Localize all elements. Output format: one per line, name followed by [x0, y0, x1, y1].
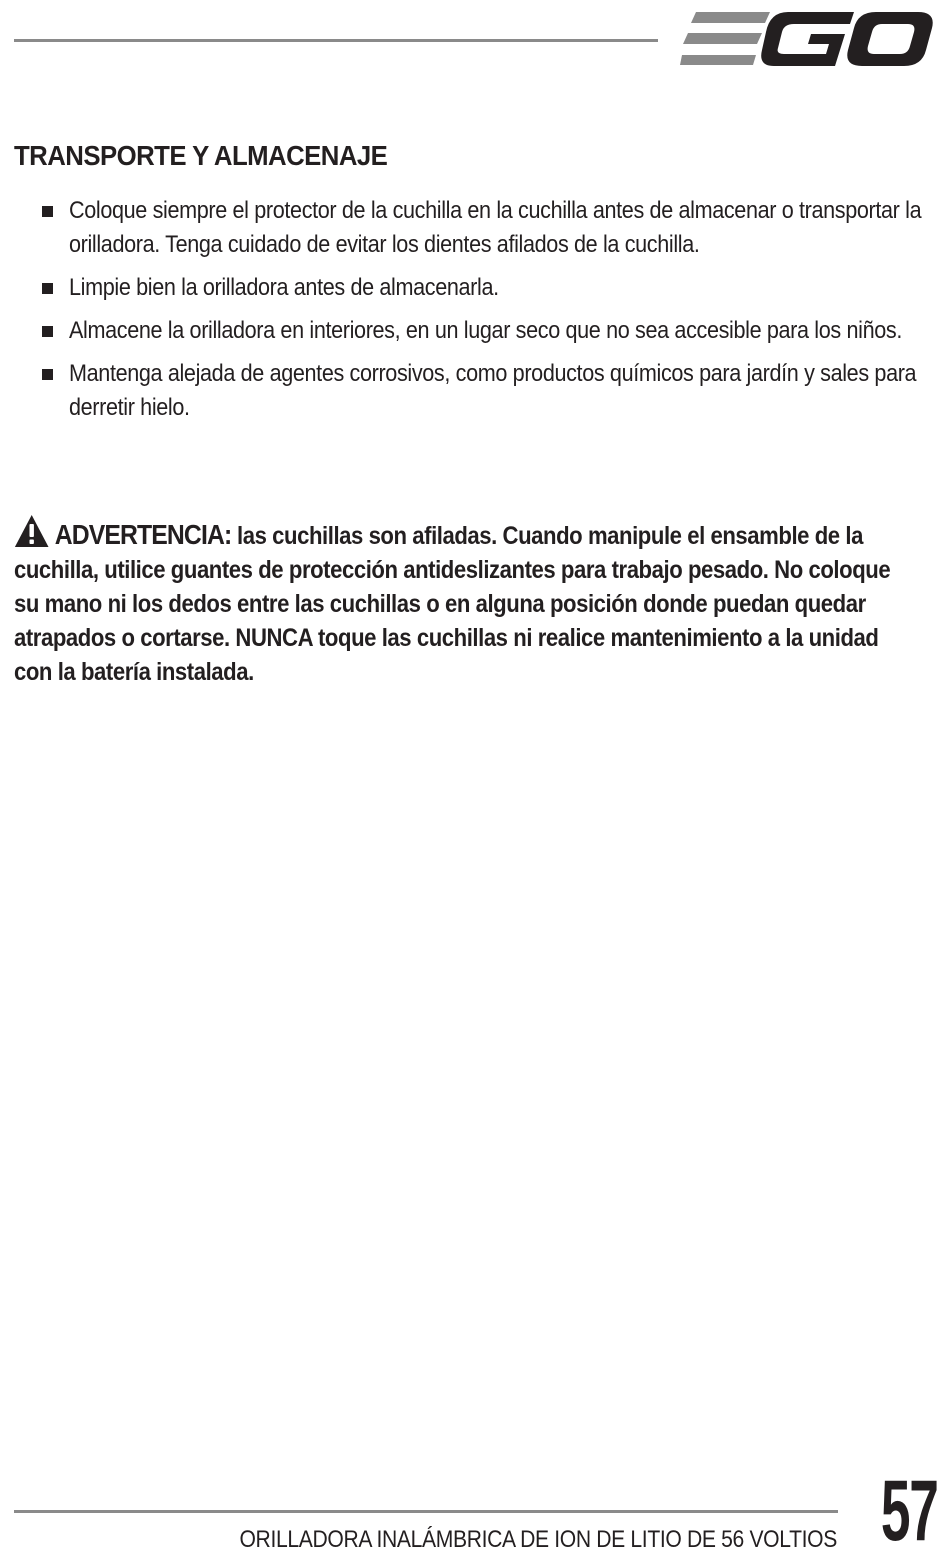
list-item: [40, 271, 940, 305]
page-number: 57: [881, 1463, 938, 1559]
footer-rule: [14, 1510, 838, 1513]
bullet-list: [40, 194, 940, 434]
list-item-text: Limpie bien la orilladora antes de almacenarla.: [69, 274, 499, 301]
square-bullet-icon: [42, 369, 53, 380]
list-item: [40, 357, 940, 425]
list-item-text: Coloque siempre el protector de la cuchilla en la cuchilla antes de almacenar o transportar la orilladora. Tenga cuidado de evitar los dientes afilados de la cuchilla.: [69, 197, 922, 258]
ego-logo: [678, 10, 936, 68]
square-bullet-icon: [42, 283, 53, 294]
footer-title: ORILLADORA INALÁMBRICA DE ION DE LITIO DE 56 VOLTIOS: [239, 1526, 837, 1553]
list-item: [40, 194, 940, 262]
header-rule: [14, 39, 658, 42]
square-bullet-icon: [42, 206, 53, 217]
list-item-text: Almacene la orilladora en interiores, en un lugar seco que no sea accesible para los niños.: [69, 317, 902, 344]
list-item: [40, 314, 940, 348]
warning-label: ADVERTENCIA:: [54, 519, 232, 550]
list-item-text: Mantenga alejada de agentes corrosivos, como productos químicos para jardín y sales para derretir hielo.: [69, 360, 917, 421]
warning-paragraph: [14, 514, 899, 689]
section-title: TRANSPORTE Y ALMACENAJE: [14, 140, 388, 171]
warning-text: las cuchillas son afiladas. Cuando manipule el ensamble de la cuchilla, utilice guantes de protección antideslizantes para trabajo pesado. No coloque su mano ni los dedos entre las cuchillas o en alguna posición donde puedan quedar atrapados o cortarse. NUNCA toque las cuchillas ni realice mantenimiento a la unidad con la batería instalada.: [14, 522, 891, 686]
square-bullet-icon: [42, 326, 53, 337]
warning-triangle-icon: [14, 514, 49, 548]
